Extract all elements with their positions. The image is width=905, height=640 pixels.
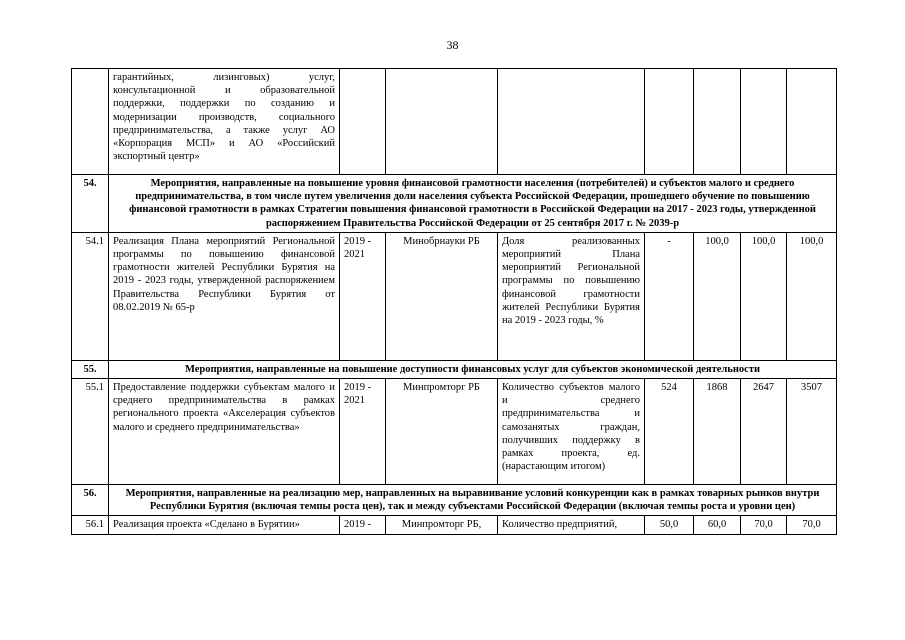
section-header-row (72, 175, 837, 233)
page-number: 38 (446, 38, 459, 52)
row-value: 70,0 (741, 516, 787, 534)
table-row (72, 69, 837, 175)
row-number: 55.1 (72, 379, 109, 485)
row-executor: Минобрнауки РБ (386, 232, 498, 360)
row-description: Реализация Плана мероприятий Региональной программы по повышению финансовой грамотности жителей Республики Бурятия на 2019 - 2023 годы, утвержденной распоряжением Правительства Республики Бурятия от 08.02.2019 № 65-р (109, 232, 340, 360)
table-row (72, 379, 837, 485)
row-executor: Минпромторг РБ, (386, 516, 498, 534)
table-row (72, 516, 837, 534)
row-period: 2019 - 2021 (340, 379, 386, 485)
section-title: Мероприятия, направленные на реализацию мер, направленных на выравнивание условий конкуренции как в рамках товарных рынков внутри Республики Бурятия (включая темпы роста цен), так и между субъектами Российской Федерации (включая темпы роста и уровни цен) (109, 485, 837, 516)
row-value: 60,0 (694, 516, 741, 534)
row-number: 54.1 (72, 232, 109, 360)
section-number: 54. (72, 175, 109, 233)
row-description: Предоставление поддержки субъектам малого и среднего предпринимательства в рамках регионального проекта «Акселерация субъектов малого и среднего предпринимательства» (109, 379, 340, 485)
section-title: Мероприятия, направленные на повышение доступности финансовых услуг для субъектов экономической деятельности (109, 360, 837, 378)
row-period: 2019 - 2021 (340, 232, 386, 360)
section-header-row (72, 360, 837, 378)
row-value: - (645, 232, 694, 360)
row-value: 70,0 (787, 516, 837, 534)
row-indicator: Доля реализованных мероприятий Плана мероприятий Региональной программы по повышению финансовой грамотности жителей Республики Бурятия на 2019 - 2023 годы, % (498, 232, 645, 360)
row-indicator: Количество субъектов малого и среднего предпринимательства и самозанятых граждан, получивших поддержку в рамках проекта, ед. (нарастающим итогом) (498, 379, 645, 485)
section-title: Мероприятия, направленные на повышение уровня финансовой грамотности населения (потребителей) и субъектов малого и среднего предпринимательства, в том числе путем увеличения доли населения субъекта Российской Федерации, прошедшего обучение по повышению финансовой грамотности в рамках Стратегии повышения финансовой грамотности в Российской Федерации на 2017 - 2023 годы, утвержденной распоряжением Правительства Российской Федерации от 25 сентября 2017 г. № 2039-р (109, 175, 837, 233)
row-number: 56.1 (72, 516, 109, 534)
table-row (72, 232, 837, 360)
row-value: 50,0 (645, 516, 694, 534)
measures-table (71, 68, 837, 535)
row-executor: Минпромторг РБ (386, 379, 498, 485)
row-value: 524 (645, 379, 694, 485)
row-value: 2647 (741, 379, 787, 485)
row-value: 3507 (787, 379, 837, 485)
row-value: 100,0 (741, 232, 787, 360)
row-indicator: Количество предприятий, (498, 516, 645, 534)
row-description: Реализация проекта «Сделано в Бурятии» (109, 516, 340, 534)
row-value: 100,0 (787, 232, 837, 360)
section-number: 55. (72, 360, 109, 378)
row-period: 2019 - (340, 516, 386, 534)
row-value: 100,0 (694, 232, 741, 360)
row-value: 1868 (694, 379, 741, 485)
row-description: гарантийных, лизинговых) услуг, консультационной и образовательной поддержки, поддержки по созданию и модернизации производств, социального предпринимательства, а также услуг АО «Корпорация МСП» и АО «Российский экспортный центр» (109, 69, 340, 175)
section-number: 56. (72, 485, 109, 516)
section-header-row (72, 485, 837, 516)
